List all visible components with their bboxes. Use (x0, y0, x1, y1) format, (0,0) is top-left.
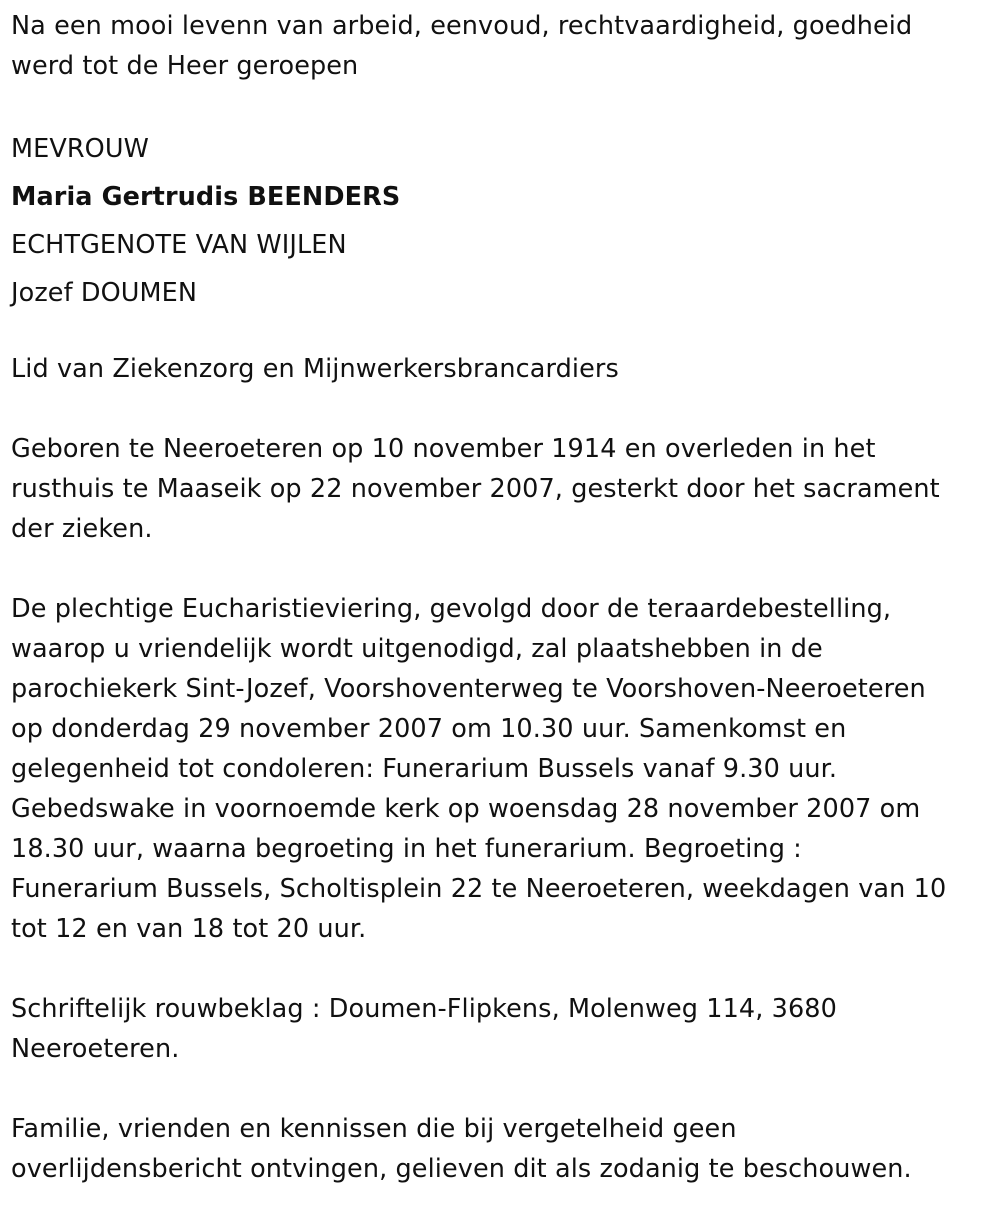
paragraph-gap (11, 1069, 986, 1109)
person-full-name: Maria Gertrudis BEENDERS (11, 182, 401, 212)
ceremony-line: tot 12 en van 18 tot 20 uur. (11, 914, 367, 944)
obituary-document (11, 6, 986, 1189)
paragraph-gap (11, 549, 986, 589)
intro-paragraph (11, 6, 986, 86)
birth-death-line: der zieken. (11, 514, 153, 544)
ceremony-line: 18.30 uur, waarna begroeting in het funerarium. Begroeting : (11, 834, 802, 864)
birth-death-line: rusthuis te Maaseik op 22 november 2007, gesterkt door het sacrament (11, 474, 940, 504)
person-relation: ECHTGENOTE VAN WIJLEN (11, 230, 347, 260)
paragraph-gap (11, 949, 986, 989)
ceremony-paragraph (11, 589, 986, 949)
closing-line: overlijdensbericht ontvingen, gelieven dit als zodanig te beschouwen. (11, 1154, 912, 1184)
condolence-line: Neeroeteren. (11, 1034, 180, 1064)
paragraph-gap (11, 389, 986, 429)
ceremony-line: Funerarium Bussels, Scholtisplein 22 te Neeroeteren, weekdagen van 10 (11, 874, 947, 904)
paragraph-gap (11, 86, 986, 126)
closing-line: Familie, vrienden en kennissen die bij vergetelheid geen (11, 1114, 737, 1144)
person-title: MEVROUW (11, 134, 149, 164)
paragraph-gap (11, 317, 986, 349)
closing-paragraph (11, 1109, 986, 1189)
condolence-paragraph (11, 989, 986, 1069)
birth-death-line: Geboren te Neeroeteren op 10 november 1914 en overleden in het (11, 434, 876, 464)
ceremony-line: Gebedswake in voornoemde kerk op woensdag 28 november 2007 om (11, 794, 921, 824)
person-block (11, 125, 986, 317)
ceremony-line: gelegenheid tot condoleren: Funerarium Bussels vanaf 9.30 uur. (11, 754, 838, 784)
ceremony-line: De plechtige Eucharistieviering, gevolgd door de teraardebestelling, (11, 594, 892, 624)
membership-paragraph (11, 349, 986, 389)
ceremony-line: waarop u vriendelijk wordt uitgenodigd, zal plaatshebben in de (11, 634, 823, 664)
condolence-line: Schriftelijk rouwbeklag : Doumen-Flipkens, Molenweg 114, 3680 (11, 994, 837, 1024)
birth-death-paragraph (11, 429, 986, 549)
ceremony-line: parochiekerk Sint-Jozef, Voorshoventerweg te Voorshoven-Neeroeteren (11, 674, 926, 704)
intro-line: Na een mooi levenn van arbeid, eenvoud, rechtvaardigheid, goedheid (11, 11, 913, 41)
intro-line: werd tot de Heer geroepen (11, 51, 359, 81)
ceremony-line: op donderdag 29 november 2007 om 10.30 uur. Samenkomst en (11, 714, 847, 744)
membership-line: Lid van Ziekenzorg en Mijnwerkersbrancardiers (11, 354, 619, 384)
spouse-name: Jozef DOUMEN (11, 278, 198, 308)
